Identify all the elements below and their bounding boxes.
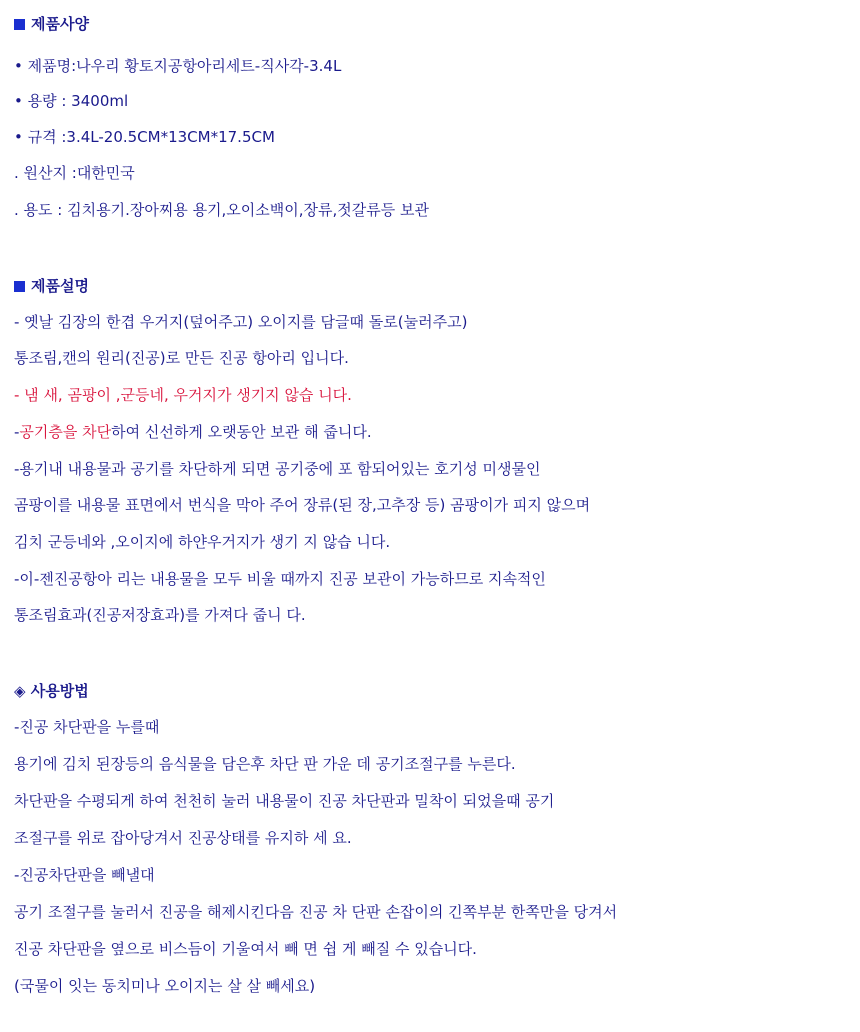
description-dash: - — [14, 423, 20, 441]
description-line: 곰팡이를 내용물 표면에서 번식을 막아 주어 장류(된 장,고추장 등) 곰팡이가 피지 않으며 — [14, 496, 591, 514]
square-bullet-icon — [14, 281, 25, 292]
spec-line-origin: . 원산지 :대한민국 — [14, 164, 135, 182]
usage-line: (국물이 잇는 동치미나 오이지는 살 살 빼세요) — [14, 977, 316, 995]
square-bullet-icon — [14, 19, 25, 30]
usage-heading: ◈ 사용방법 — [14, 682, 89, 700]
spec-line-capacity: • 용량 : 3400ml — [14, 92, 129, 110]
description-line: 통조림효과(진공저장효과)를 가져다 줍니 다. — [14, 606, 306, 624]
usage-line: 차단판을 수평되게 하여 천천히 눌러 내용물이 진공 차단판과 밀착이 되었을때 공기 — [14, 792, 555, 810]
description-line: -이-젠진공항아 리는 내용물을 모두 비울 때까지 진공 보관이 가능하므로 지속적인 — [14, 570, 546, 588]
usage-line: -진공차단판을 빼낼대 — [14, 866, 155, 884]
description-text: 하여 신선하게 오랫동안 보관 해 줍니다. — [111, 423, 372, 441]
spec-line-product-name: • 제품명:나우리 황토지공항아리세트-직사각-3.4L — [14, 57, 342, 75]
usage-line: -진공 차단판을 누를때 — [14, 718, 160, 736]
description-line-highlight: - 냄 새, 곰팡이 ,군등네, 우거지가 생기지 않습 니다. — [14, 386, 352, 404]
description-line: - 옛날 김장의 한겹 우거지(덮어주고) 오이지를 담글때 돌로(눌러주고) — [14, 313, 468, 331]
spec-line-usage: . 용도 : 김치용기.장아찌용 용기,오이소백이,장류,젓갈류등 보관 — [14, 201, 429, 219]
spec-heading-text: 제품사양 — [31, 15, 89, 33]
description-line: -용기내 내용물과 공기를 차단하게 되면 공기중에 포 함되어있는 호기성 미생물인 — [14, 460, 541, 478]
spec-line-size: • 규격 :3.4L-20.5CM*13CM*17.5CM — [14, 128, 275, 146]
description-heading — [14, 276, 89, 296]
spec-heading — [14, 14, 89, 34]
usage-line: 진공 차단판을 옆으로 비스듬이 기울여서 빼 면 쉽 게 빼질 수 있습니다. — [14, 940, 477, 958]
description-highlight-text: 공기층을 차단 — [19, 423, 112, 441]
usage-line: 용기에 김치 된장등의 음식물을 담은후 차단 판 가운 데 공기조절구를 누른다. — [14, 755, 516, 773]
usage-line: 조절구를 위로 잡아당겨서 진공상태를 유지하 세 요. — [14, 829, 352, 847]
usage-line: 공기 조절구를 눌러서 진공을 해제시킨다음 진공 차 단판 손잡이의 긴쪽부분 한쪽만을 당겨서 — [14, 903, 618, 921]
description-line: 김치 군등네와 ,오이지에 하얀우거지가 생기 지 않습 니다. — [14, 533, 391, 551]
description-line — [14, 422, 372, 442]
description-line: 통조림,캔의 원리(진공)로 만든 진공 항아리 입니다. — [14, 349, 349, 367]
description-heading-text: 제품설명 — [31, 277, 89, 295]
